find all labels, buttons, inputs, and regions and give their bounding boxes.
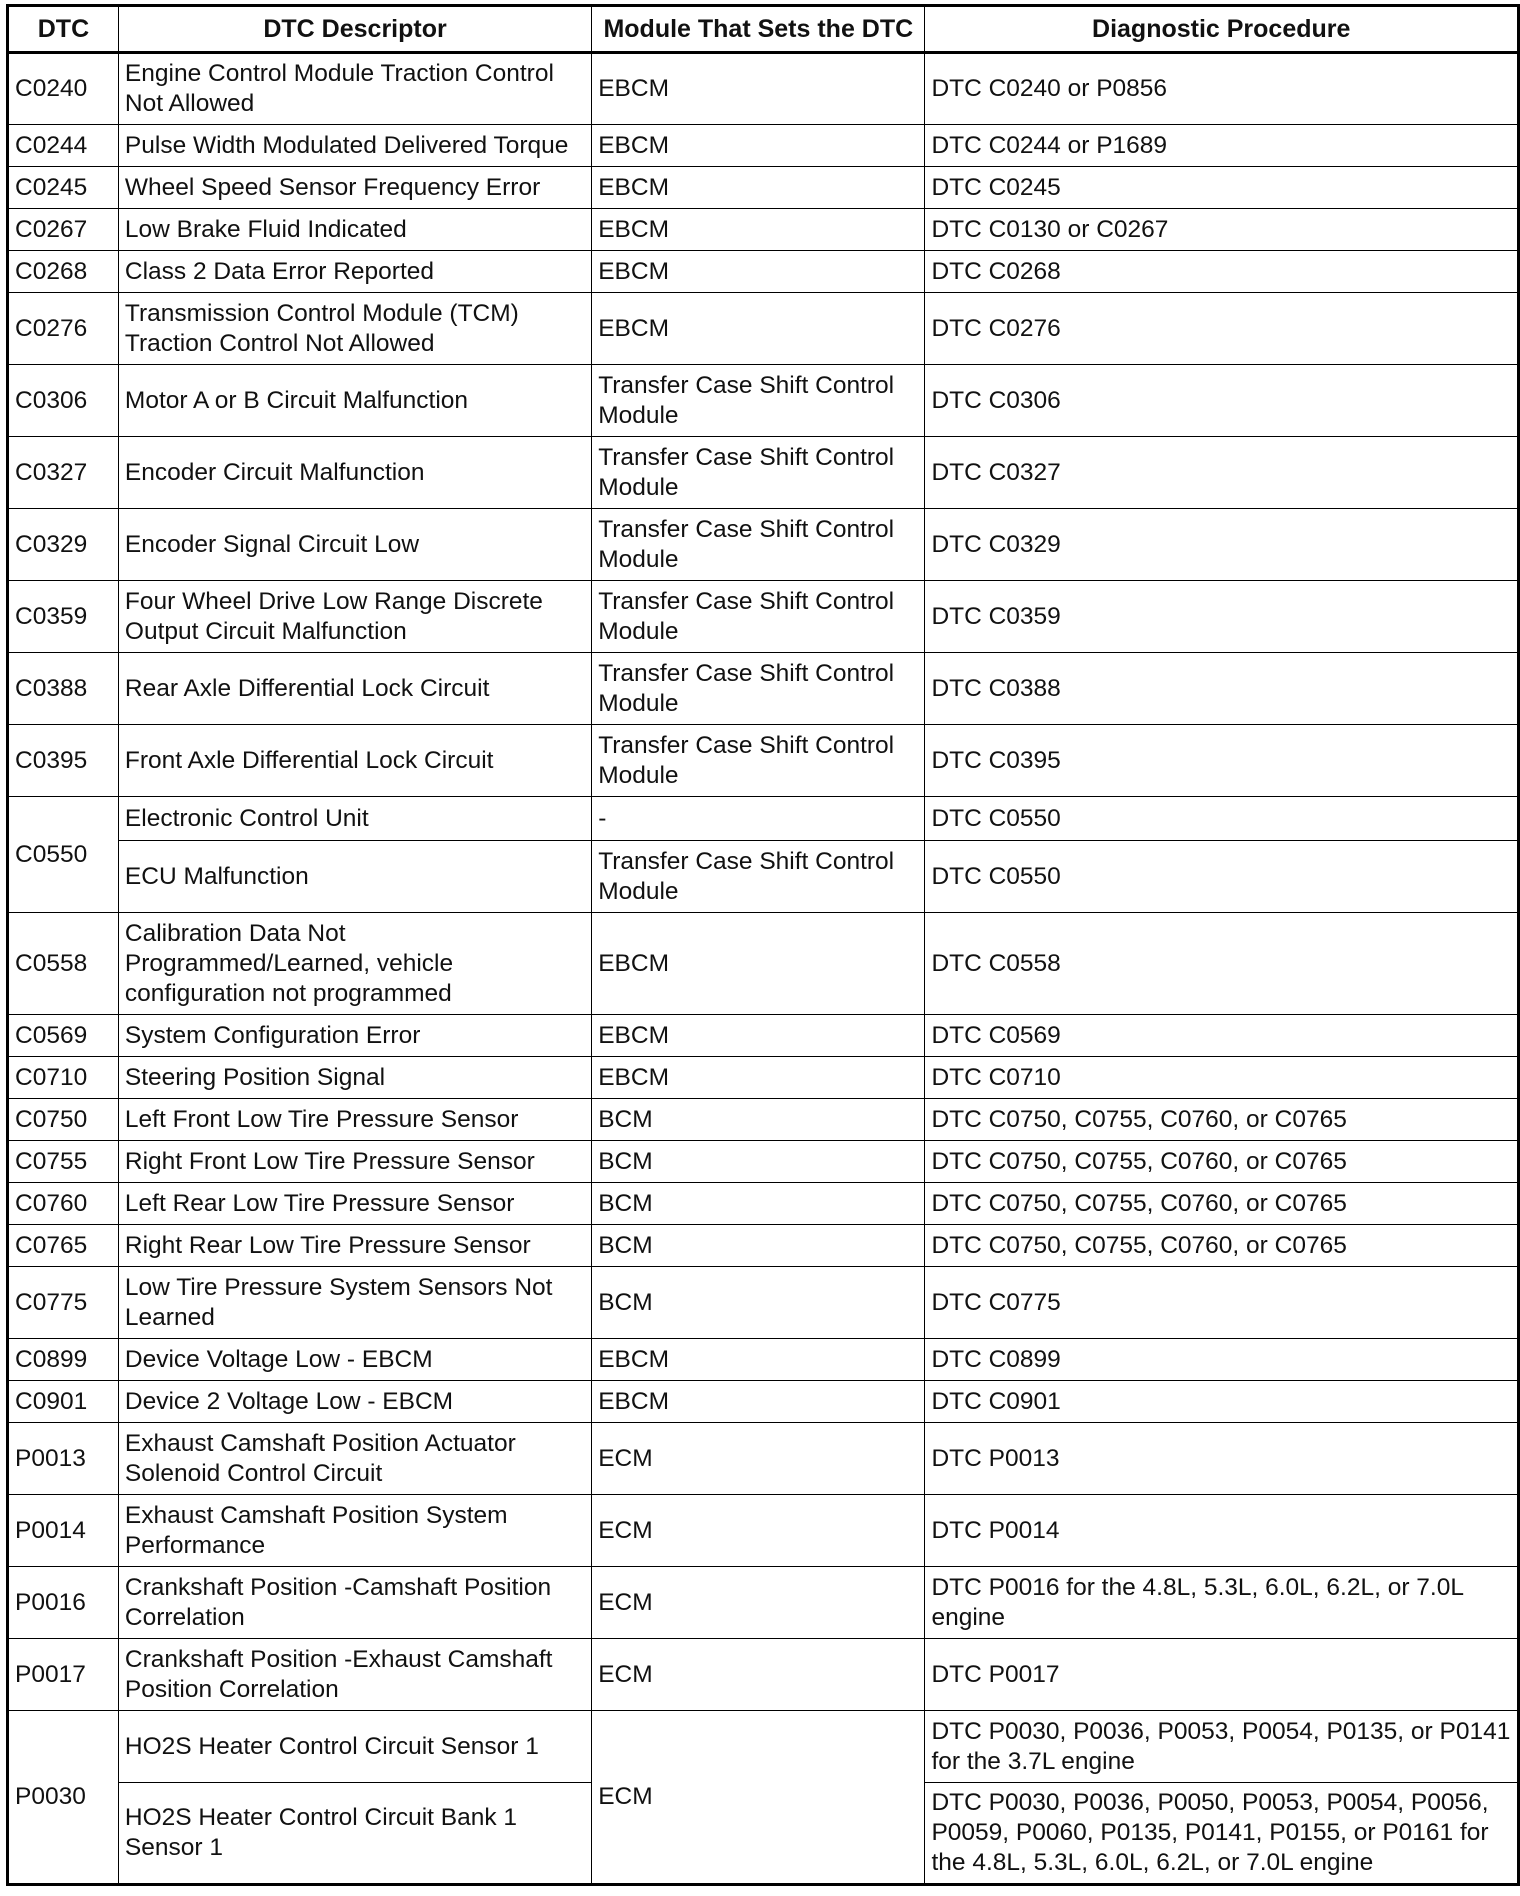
dtc-descriptor: Rear Axle Differential Lock Circuit (118, 653, 591, 725)
dtc-code: C0899 (8, 1339, 119, 1381)
dtc-descriptor: HO2S Heater Control Circuit Sensor 1 (118, 1711, 591, 1783)
table-row (8, 1267, 1519, 1339)
diagnostic-procedure: DTC C0359 (925, 581, 1519, 653)
dtc-descriptor: Right Rear Low Tire Pressure Sensor (118, 1225, 591, 1267)
table-row (8, 913, 1519, 1015)
table-row (8, 437, 1519, 509)
dtc-descriptor: Motor A or B Circuit Malfunction (118, 365, 591, 437)
table-row (8, 1099, 1519, 1141)
dtc-code: C0710 (8, 1057, 119, 1099)
setting-module: ECM (592, 1711, 925, 1885)
dtc-descriptor: Transmission Control Module (TCM) Traction Control Not Allowed (118, 293, 591, 365)
dtc-descriptor: Encoder Signal Circuit Low (118, 509, 591, 581)
diagnostic-procedure: DTC C0899 (925, 1339, 1519, 1381)
diagnostic-procedure: DTC P0014 (925, 1495, 1519, 1567)
diagnostic-procedure: DTC C0558 (925, 913, 1519, 1015)
dtc-code: P0014 (8, 1495, 119, 1567)
dtc-descriptor: Pulse Width Modulated Delivered Torque (118, 125, 591, 167)
diagnostic-procedure: DTC C0750, C0755, C0760, or C0765 (925, 1225, 1519, 1267)
diagnostic-procedure: DTC C0550 (925, 797, 1519, 841)
dtc-code: C0388 (8, 653, 119, 725)
table-row (8, 1141, 1519, 1183)
diagnostic-procedure: DTC C0569 (925, 1015, 1519, 1057)
header-row (8, 6, 1519, 53)
diagnostic-procedure: DTC P0017 (925, 1639, 1519, 1711)
table-row (8, 841, 1519, 913)
table-row (8, 365, 1519, 437)
dtc-descriptor: Right Front Low Tire Pressure Sensor (118, 1141, 591, 1183)
setting-module: EBCM (592, 209, 925, 251)
diagnostic-procedure: DTC P0013 (925, 1423, 1519, 1495)
setting-module: BCM (592, 1099, 925, 1141)
diagnostic-procedure: DTC C0245 (925, 167, 1519, 209)
table-row (8, 581, 1519, 653)
table-row (8, 1057, 1519, 1099)
dtc-code: C0359 (8, 581, 119, 653)
diagnostic-procedure: DTC C0388 (925, 653, 1519, 725)
diagnostic-procedure: DTC C0306 (925, 365, 1519, 437)
dtc-descriptor: Left Rear Low Tire Pressure Sensor (118, 1183, 591, 1225)
setting-module: Transfer Case Shift Control Module (592, 437, 925, 509)
table-row (8, 1183, 1519, 1225)
dtc-code: C0765 (8, 1225, 119, 1267)
dtc-code: C0558 (8, 913, 119, 1015)
table-row (8, 293, 1519, 365)
dtc-descriptor: Exhaust Camshaft Position Actuator Solenoid Control Circuit (118, 1423, 591, 1495)
diagnostic-procedure: DTC C0268 (925, 251, 1519, 293)
diagnostic-procedure: DTC C0327 (925, 437, 1519, 509)
setting-module: EBCM (592, 251, 925, 293)
table-row (8, 1495, 1519, 1567)
setting-module: EBCM (592, 1057, 925, 1099)
setting-module: Transfer Case Shift Control Module (592, 841, 925, 913)
diagnostic-procedure: DTC P0030, P0036, P0050, P0053, P0054, P0056, P0059, P0060, P0135, P0141, P0155, or P0161 for the 4.8L, 5.3L, 6.0L, 6.2L, or 7.0L engine (925, 1783, 1519, 1885)
table-row (8, 1339, 1519, 1381)
table-row (8, 1639, 1519, 1711)
diagnostic-procedure: DTC C0550 (925, 841, 1519, 913)
dtc-code: C0327 (8, 437, 119, 509)
header-procedure: Diagnostic Procedure (925, 6, 1519, 53)
dtc-code: C0244 (8, 125, 119, 167)
dtc-code: C0329 (8, 509, 119, 581)
setting-module: EBCM (592, 53, 925, 125)
setting-module: ECM (592, 1495, 925, 1567)
dtc-descriptor: HO2S Heater Control Circuit Bank 1 Sensor 1 (118, 1783, 591, 1885)
dtc-code: C0306 (8, 365, 119, 437)
dtc-code: P0016 (8, 1567, 119, 1639)
diagnostic-procedure: DTC P0016 for the 4.8L, 5.3L, 6.0L, 6.2L, or 7.0L engine (925, 1567, 1519, 1639)
diagnostic-procedure: DTC C0750, C0755, C0760, or C0765 (925, 1099, 1519, 1141)
dtc-descriptor: Exhaust Camshaft Position System Performance (118, 1495, 591, 1567)
diagnostic-procedure: DTC C0130 or C0267 (925, 209, 1519, 251)
setting-module: EBCM (592, 913, 925, 1015)
dtc-descriptor: Low Tire Pressure System Sensors Not Learned (118, 1267, 591, 1339)
dtc-code: C0775 (8, 1267, 119, 1339)
table-row (8, 725, 1519, 797)
table-row (8, 797, 1519, 841)
dtc-code: C0750 (8, 1099, 119, 1141)
dtc-code: C0267 (8, 209, 119, 251)
table-row (8, 251, 1519, 293)
table-row (8, 53, 1519, 125)
diagnostic-procedure: DTC C0240 or P0856 (925, 53, 1519, 125)
header-descriptor: DTC Descriptor (118, 6, 591, 53)
dtc-descriptor: Crankshaft Position -Camshaft Position Correlation (118, 1567, 591, 1639)
dtc-code: P0030 (8, 1711, 119, 1885)
dtc-code: C0760 (8, 1183, 119, 1225)
dtc-descriptor: ECU Malfunction (118, 841, 591, 913)
setting-module: EBCM (592, 1381, 925, 1423)
table-row (8, 1423, 1519, 1495)
table-row (8, 1381, 1519, 1423)
dtc-descriptor: Front Axle Differential Lock Circuit (118, 725, 591, 797)
setting-module: Transfer Case Shift Control Module (592, 509, 925, 581)
dtc-descriptor: Engine Control Module Traction Control Not Allowed (118, 53, 591, 125)
dtc-descriptor: Left Front Low Tire Pressure Sensor (118, 1099, 591, 1141)
setting-module: BCM (592, 1225, 925, 1267)
diagnostic-procedure: DTC C0750, C0755, C0760, or C0765 (925, 1183, 1519, 1225)
diagnostic-procedure: DTC C0710 (925, 1057, 1519, 1099)
dtc-code: C0569 (8, 1015, 119, 1057)
dtc-descriptor: Four Wheel Drive Low Range Discrete Output Circuit Malfunction (118, 581, 591, 653)
diagnostic-procedure: DTC C0750, C0755, C0760, or C0765 (925, 1141, 1519, 1183)
setting-module: Transfer Case Shift Control Module (592, 653, 925, 725)
setting-module: EBCM (592, 1339, 925, 1381)
dtc-code: C0245 (8, 167, 119, 209)
setting-module: ECM (592, 1567, 925, 1639)
setting-module: Transfer Case Shift Control Module (592, 725, 925, 797)
table-row (8, 1225, 1519, 1267)
dtc-descriptor: Calibration Data Not Programmed/Learned, vehicle configuration not programmed (118, 913, 591, 1015)
dtc-descriptor: Crankshaft Position -Exhaust Camshaft Position Correlation (118, 1639, 591, 1711)
dtc-table (6, 4, 1520, 1886)
header-module: Module That Sets the DTC (592, 6, 925, 53)
dtc-code: C0395 (8, 725, 119, 797)
dtc-code: C0268 (8, 251, 119, 293)
header-dtc: DTC (8, 6, 119, 53)
dtc-descriptor: Electronic Control Unit (118, 797, 591, 841)
setting-module: BCM (592, 1267, 925, 1339)
setting-module: ECM (592, 1423, 925, 1495)
setting-module: EBCM (592, 125, 925, 167)
diagnostic-procedure: DTC C0244 or P1689 (925, 125, 1519, 167)
table-body (8, 53, 1519, 1885)
dtc-code: P0013 (8, 1423, 119, 1495)
dtc-code: P0017 (8, 1639, 119, 1711)
table-row (8, 1015, 1519, 1057)
dtc-code: C0901 (8, 1381, 119, 1423)
setting-module: EBCM (592, 293, 925, 365)
diagnostic-procedure: DTC P0030, P0036, P0053, P0054, P0135, or P0141 for the 3.7L engine (925, 1711, 1519, 1783)
table-row (8, 125, 1519, 167)
setting-module: EBCM (592, 167, 925, 209)
diagnostic-procedure: DTC C0901 (925, 1381, 1519, 1423)
diagnostic-procedure: DTC C0395 (925, 725, 1519, 797)
setting-module: Transfer Case Shift Control Module (592, 581, 925, 653)
dtc-code: C0550 (8, 797, 119, 913)
table-row (8, 1711, 1519, 1783)
diagnostic-procedure: DTC C0276 (925, 293, 1519, 365)
setting-module: EBCM (592, 1015, 925, 1057)
setting-module: ECM (592, 1639, 925, 1711)
dtc-descriptor: Wheel Speed Sensor Frequency Error (118, 167, 591, 209)
dtc-descriptor: Class 2 Data Error Reported (118, 251, 591, 293)
table-row (8, 1567, 1519, 1639)
dtc-code: C0755 (8, 1141, 119, 1183)
dtc-code: C0276 (8, 293, 119, 365)
dtc-descriptor: Low Brake Fluid Indicated (118, 209, 591, 251)
table-row (8, 509, 1519, 581)
table-row (8, 167, 1519, 209)
dtc-descriptor: Steering Position Signal (118, 1057, 591, 1099)
setting-module: BCM (592, 1183, 925, 1225)
setting-module: - (592, 797, 925, 841)
setting-module: BCM (592, 1141, 925, 1183)
diagnostic-procedure: DTC C0329 (925, 509, 1519, 581)
dtc-code: C0240 (8, 53, 119, 125)
dtc-descriptor: Device Voltage Low - EBCM (118, 1339, 591, 1381)
table-row (8, 209, 1519, 251)
dtc-descriptor: System Configuration Error (118, 1015, 591, 1057)
setting-module: Transfer Case Shift Control Module (592, 365, 925, 437)
table-row (8, 653, 1519, 725)
dtc-descriptor: Device 2 Voltage Low - EBCM (118, 1381, 591, 1423)
dtc-descriptor: Encoder Circuit Malfunction (118, 437, 591, 509)
diagnostic-procedure: DTC C0775 (925, 1267, 1519, 1339)
